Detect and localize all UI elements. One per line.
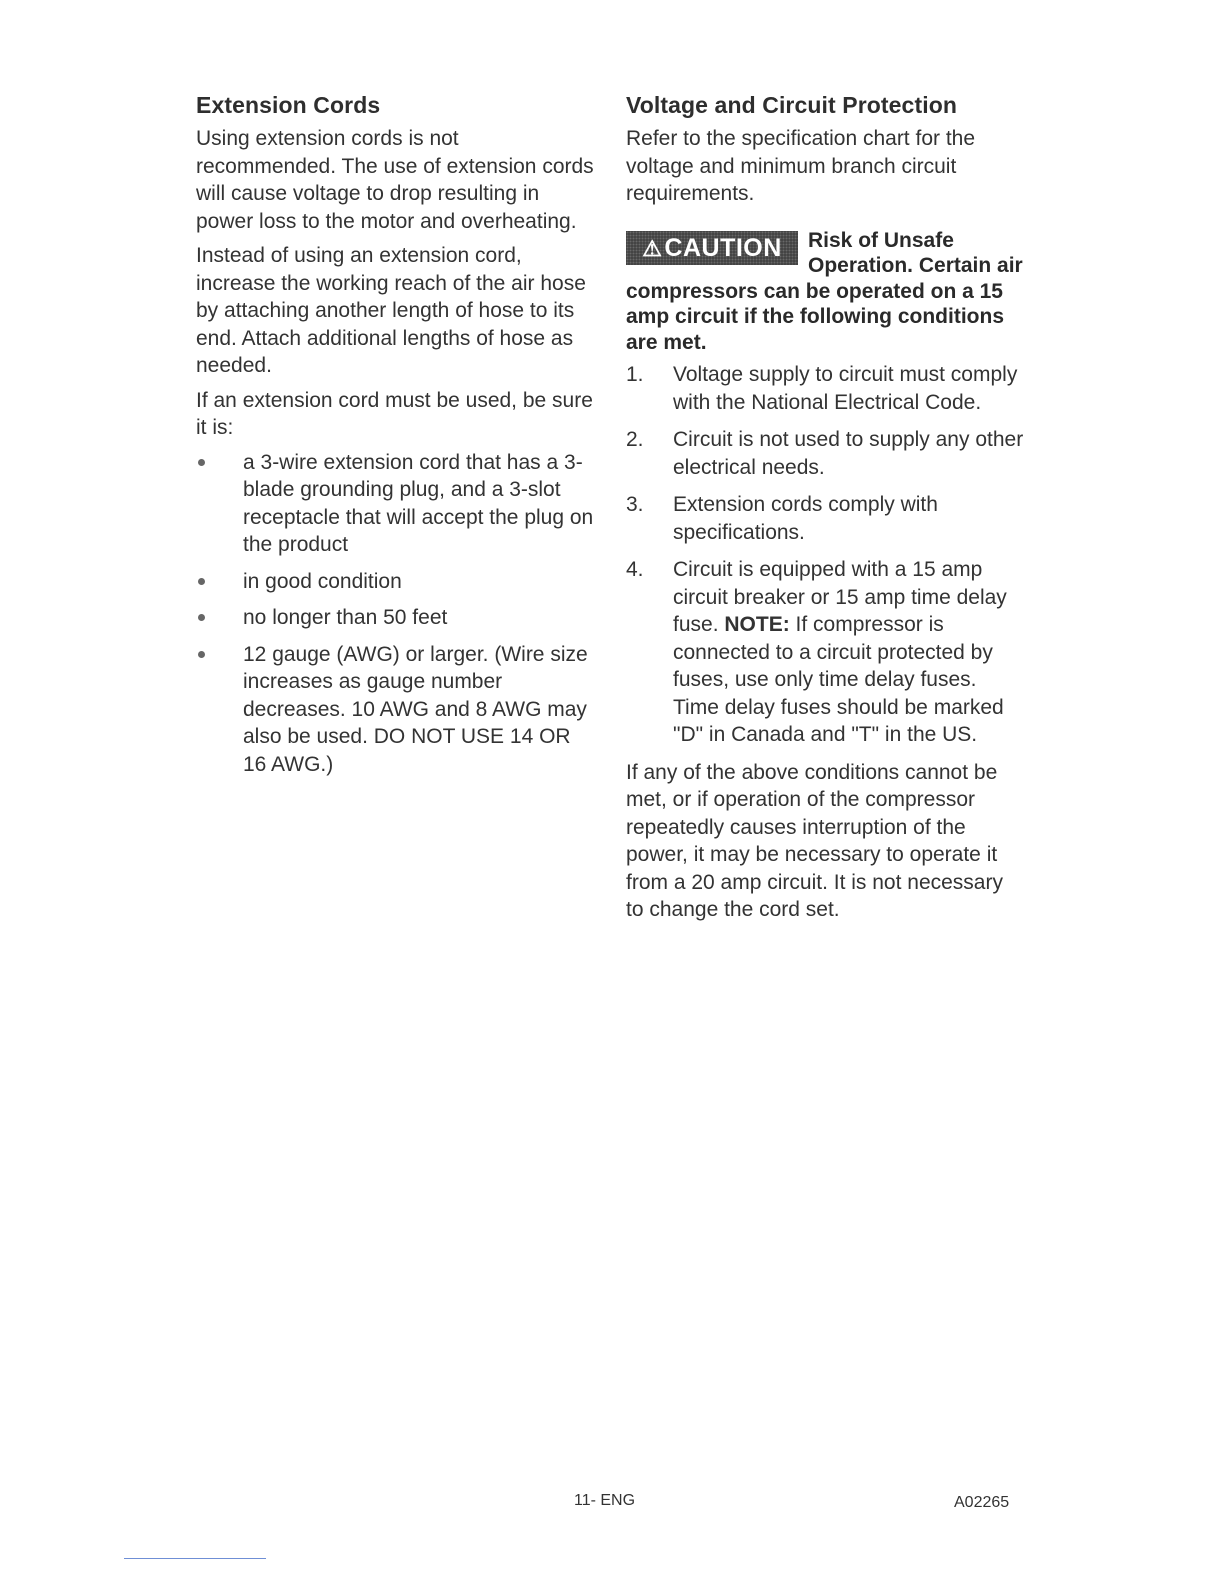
list-item: in good condition [196, 568, 596, 596]
document-code: A02265 [954, 1494, 1010, 1511]
list-item: 12 gauge (AWG) or larger. (Wire size increases as gauge number decreases. 10 AWG and 8 AWG may also be used. DO NOT USE 14 OR 16 AWG.) [196, 641, 596, 779]
list-item: 1. Voltage supply to circuit must comply with the National Electrical Code. [626, 363, 1018, 414]
extension-cords-paragraph-3: If an extension cord must be used, be sure it is: [196, 388, 593, 439]
extension-cord-requirements-list [196, 449, 596, 779]
caution-badge: ⚠CAUTION [626, 231, 798, 265]
bullet-icon [198, 651, 205, 658]
closing-paragraph: If any of the above conditions cannot be met, or if operation of the compressor repeatedly causes interruption of the power, it may be necessary to operate it from a 20 amp circuit. It is not necessary to change the cord set. [626, 760, 1003, 921]
bottom-rule [124, 1558, 266, 1559]
list-item: a 3-wire extension cord that has a 3-blade grounding plug, and a 3-slot receptacle that will accept the plug on the product [196, 449, 596, 559]
bullet-icon [198, 614, 205, 621]
list-item: 4. Circuit is equipped with a 15 amp circuit breaker or 15 amp time delay fuse. NOTE: If compressor is connected to a circuit protected by fuses, use only time delay fuses. Time delay fuses should be marked "D" in Canada and "T" in the US. [626, 558, 1007, 746]
warning-triangle-icon: ⚠ [642, 235, 663, 261]
extension-cords-heading: Extension Cords [196, 92, 381, 118]
right-column [626, 92, 1026, 931]
list-item: no longer than 50 feet [196, 604, 596, 632]
list-item: 2. Circuit is not used to supply any other electrical needs. [626, 428, 1024, 479]
bullet-icon [198, 459, 205, 466]
extension-cords-paragraph-1: Using extension cords is not recommended. The use of extension cords will cause voltage to drop resulting in power loss to the motor and overheating. [196, 127, 594, 233]
caution-block [626, 228, 1026, 356]
caution-text: Risk of Unsafe Operation. Certain air compressors can be operated on a 15 amp circuit if the following conditions are met. [626, 228, 1023, 354]
conditions-list [626, 361, 1026, 749]
extension-cords-paragraph-2: Instead of using an extension cord, increase the working reach of the air hose by attaching another length of hose to its end. Attach additional lengths of hose as needed. [196, 244, 586, 377]
list-item: 3. Extension cords comply with specifications. [626, 493, 938, 544]
voltage-protection-heading: Voltage and Circuit Protection [626, 92, 957, 118]
voltage-intro-paragraph: Refer to the specification chart for the voltage and minimum branch circuit requirements. [626, 127, 976, 205]
note-label: NOTE: [724, 613, 790, 636]
page-number: 11- ENG [574, 1492, 636, 1509]
bullet-icon [198, 578, 205, 585]
left-column [196, 92, 596, 787]
